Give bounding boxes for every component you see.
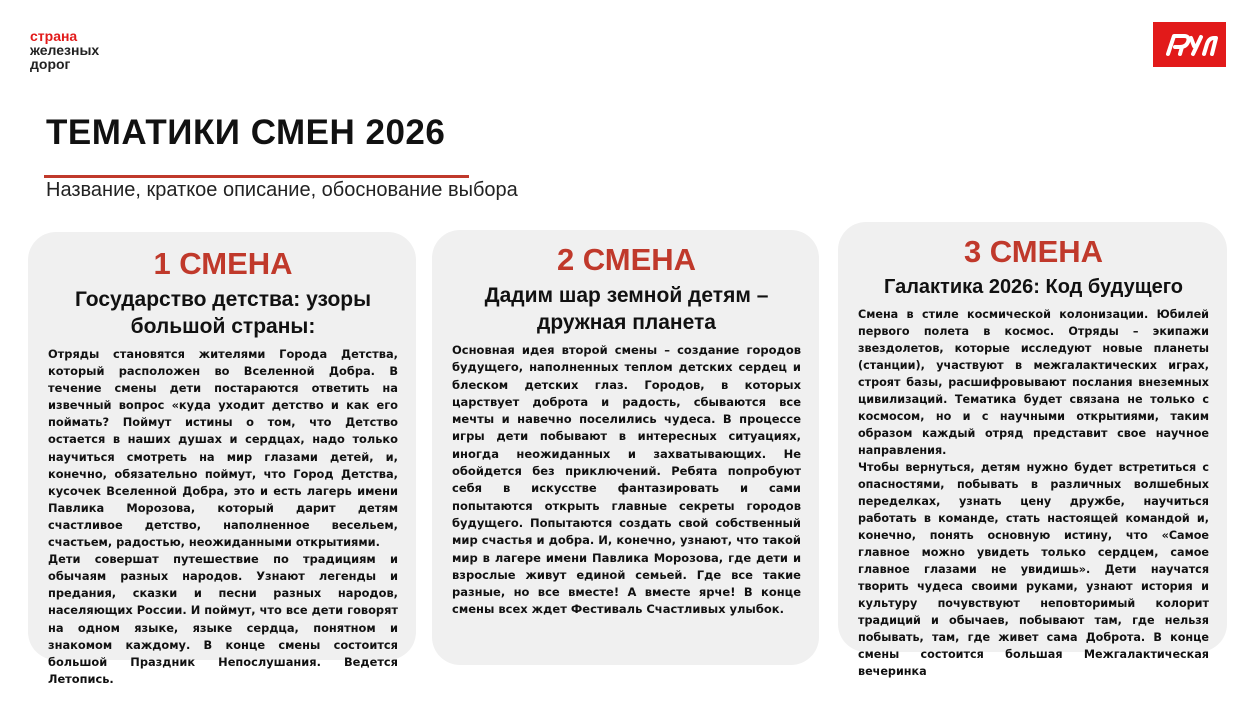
- brand-line-3: дорог: [30, 56, 71, 72]
- shift-description: [858, 306, 1209, 680]
- shift-title: Государство детства: узоры большой страны:: [74, 288, 372, 338]
- shift-card-3: [838, 222, 1227, 678]
- rzd-logo: [1153, 22, 1226, 67]
- shift-card-1: [28, 232, 416, 686]
- shift-description: [48, 346, 398, 688]
- shift-paragraph: Отряды становятся жителями Города Детства, который расположен во Вселенной Добра. В течение смены дети постараются ответить на извечный вопрос «куда уходит детство и как его поймать? Поймут истины о том, что Детство остается в наших душах и сердцах, надо только научиться смотреть на мир глазами детей, и, конечно, обязательно поймут, что Город Детства, кусочек Вселенной Добра, это и есть лагерь имени Павлика Морозова, который дарит детям счастливое детство, наполненное весельем, счастьем, радостью, неожиданными открытиями.: [48, 347, 398, 550]
- shift-title: Галактика 2026: Код будущего: [884, 276, 1183, 298]
- rzd-logo-icon: [1160, 30, 1220, 60]
- shift-paragraph: Дети совершат путешествие по традициям и обычаям разных народов. Узнают легенды и предания, сказки и песни разных народов, населяющих России. И поймут, что все дети говорят на одном языке, языке сердца, понятном и знакомом каждому. В конце смены состоится большой Праздник Непослушания. Ведется Летопись.: [48, 552, 398, 686]
- shift-label: 1 СМЕНА: [153, 246, 293, 281]
- page-subtitle: Название, краткое описание, обоснование выбора: [46, 179, 518, 201]
- shift-paragraph: Смена в стиле космической колонизации. Юбилей первого полета в космос. Отряды – экипажи звездолетов, которые исследуют новые планеты (станции), участвуют в межгалактических играх, строят базы, расшифровывают послания внеземных цивилизаций. Тематика будет связана не только с космосом, но и с научными открытиями, таким образом каждый отряд представит свое научное направления.: [858, 308, 1209, 457]
- brand-line-1: страна: [30, 28, 78, 44]
- shift-label: 2 СМЕНА: [556, 242, 697, 277]
- shift-paragraph: Основная идея второй смены – создание городов будущего, наполненных теплом детских сердец и блеском детских глаз. Городов, в которых царствует доброта и радость, сбываются все мечты и навечно поселились чудеса. В процессе игры дети побывают в интересных ситуациях, иногда неожиданных и захватывающих. Не обойдется без приключений. Ребята попробуют себя в искусстве фантазировать и сами попытаются открыть главные секреты городов будущего. Попытаются создать свой собственный мир счастья и добра. И, конечно, узнают, что такой мир в лагере имени Павлика Морозова, где дети и взрослые живут единой семьей. Где все такие разные, но все вместе! А вместе ярче! В конце смены всех ждет Фестиваль Счастливых улыбок.: [452, 343, 801, 617]
- shift-label: 3 СМЕНА: [963, 234, 1104, 269]
- page-title: ТЕМАТИКИ СМЕН 2026: [46, 113, 446, 152]
- shift-card-2: [432, 230, 819, 665]
- brand-wordmark: [30, 29, 99, 71]
- shift-description: [452, 342, 801, 619]
- brand-line-2: железных: [30, 42, 100, 58]
- shift-title: Дадим шар земной детям – дружная планета: [484, 284, 769, 334]
- shift-paragraph: Чтобы вернуться, детям нужно будет встретиться с опасностями, побывать в различных волшебных переделках, узнать цену дружбе, научиться работать в команде, стать настоящей командой и, конечно, понять основную истину, что «Самое главное можно увидеть только сердцем, самое главное глазами не увидишь». Дети научатся творить чудеса своими руками, узнают история и культуру почувствуют неповторимый колорит традиций и обычаев, побывают там, где нельзя побывать, там, где живет сама Доброта. В конце смены состоится большая Межгалактическая вечеринка: [858, 461, 1209, 678]
